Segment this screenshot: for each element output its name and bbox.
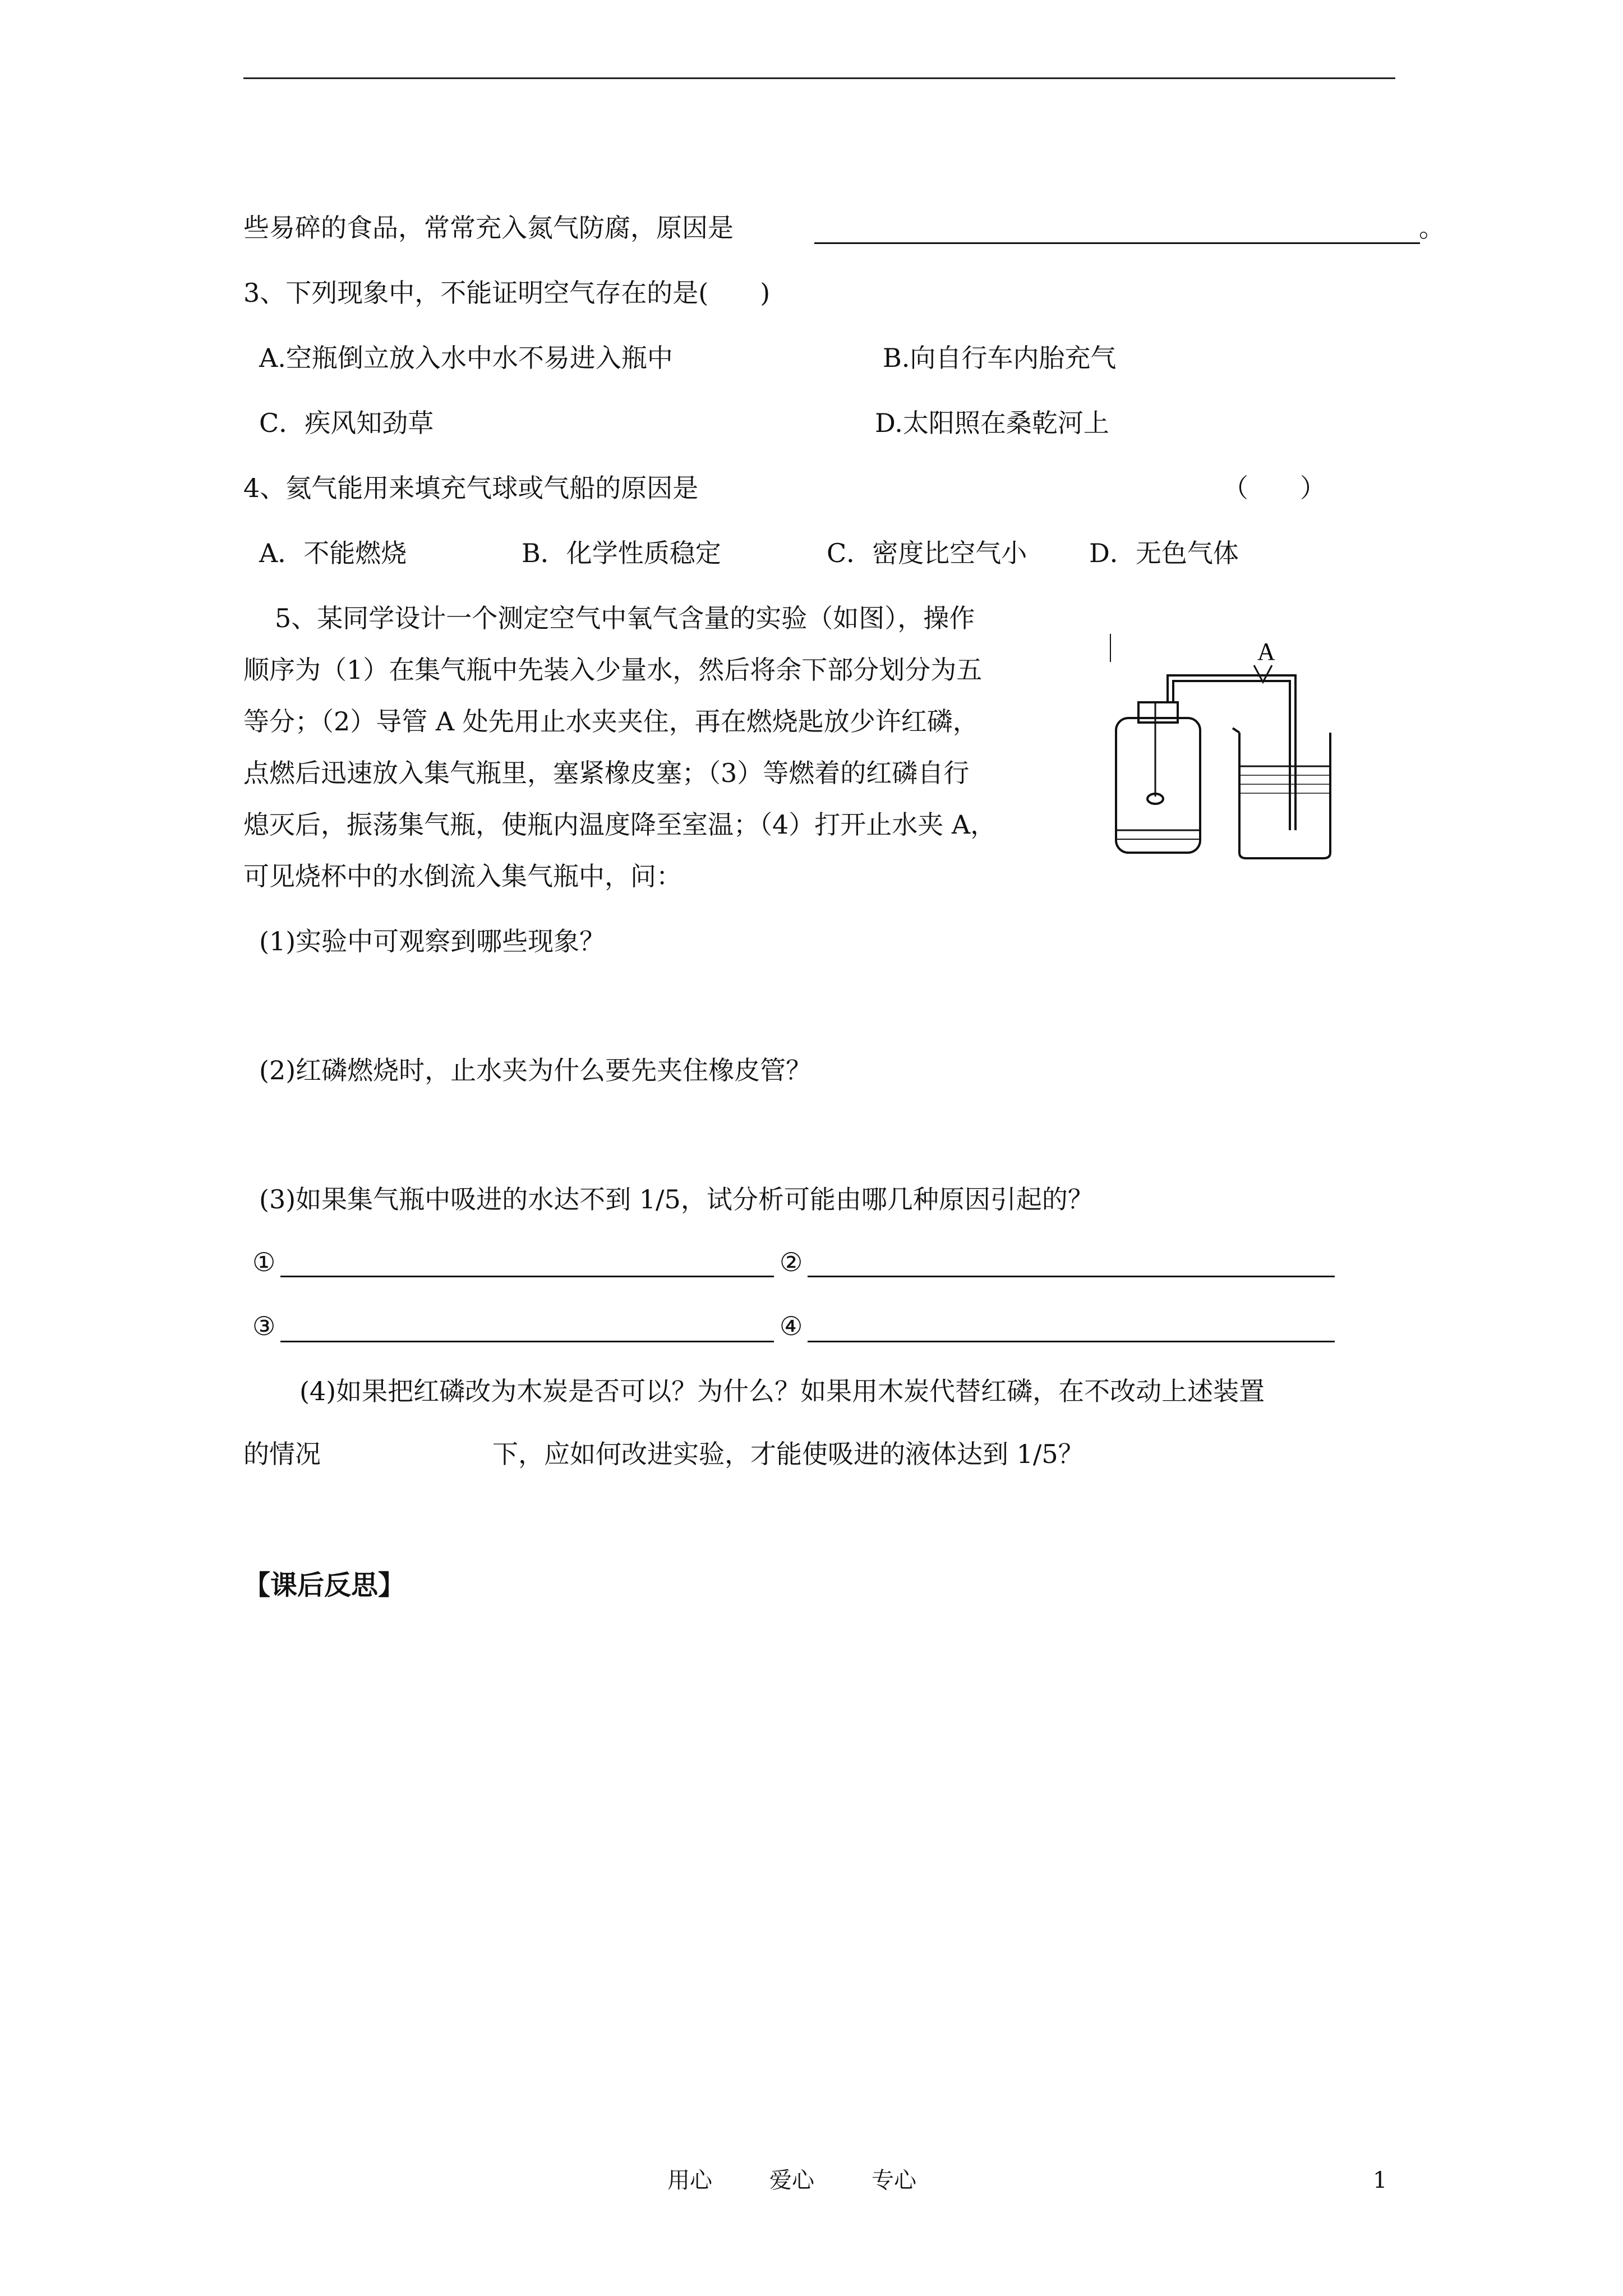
q5-sub3: (3)如果集气瓶中吸进的水达不到 1/5，试分析可能由哪几种原因引起的？ (259, 1184, 1094, 1214)
q5-sub1: (1)实验中可观察到哪些现象？ (259, 926, 606, 956)
answer-blank-2[interactable] (808, 1276, 1335, 1277)
q5-line-2: 顺序为（1）在集气瓶中先装入少量水，然后将余下部分划分为五 (243, 655, 983, 685)
q5-line-3: 等分；（2）导管 A 处先用止水夹夹住，再在燃烧匙放少许红磷， (243, 706, 979, 737)
q5-sub4-line2b: 下，应如何改进实验，才能使吸进的液体达到 1/5？ (492, 1439, 1084, 1469)
q4-stem: 4、氦气能用来填充气球或气船的原因是 (243, 473, 699, 503)
clamp-label-a: A (1257, 638, 1275, 665)
q2-answer-blank[interactable] (814, 242, 1420, 244)
answer-blank-1[interactable] (280, 1276, 774, 1277)
q4-option-b: B．化学性质稳定 (522, 538, 721, 568)
q4-option-a: A．不能燃烧 (259, 538, 407, 568)
answer-blank-3[interactable] (280, 1341, 774, 1342)
reflection-heading: 【课后反思】 (243, 1570, 405, 1601)
page-number: 1 (1373, 2168, 1387, 2193)
q5-line-4: 点燃后迅速放入集气瓶里，塞紧橡皮塞；（3）等燃着的红磷自行 (243, 758, 970, 788)
header-rule (243, 77, 1395, 79)
q4-option-d: D．无色气体 (1089, 538, 1239, 568)
stop-clamp-a (1254, 665, 1272, 682)
answer-mark-4: ④ (780, 1311, 803, 1341)
q5-sub4-line1: (4)如果把红磷改为木炭是否可以？为什么？如果用木炭代替红磷，在不改动上述装置 (299, 1376, 1265, 1406)
rubber-stopper (1138, 702, 1178, 723)
q5-line-5: 熄灭后，振荡集气瓶，使瓶内温度降至室温；（4）打开止水夹 A， (243, 809, 997, 840)
footer-word-2: 爱心 (769, 2168, 814, 2193)
q3-option-c: C．疾风知劲草 (259, 408, 434, 438)
q5-line-6: 可见烧杯中的水倒流入集气瓶中，问： (243, 861, 682, 891)
q3-option-a: A.空瓶倒立放入水中水不易进入瓶中 (259, 343, 673, 373)
q2-period: 。 (1419, 213, 1445, 243)
q5-sub4-line2a: 的情况 (243, 1439, 321, 1469)
footer-word-1: 用心 (667, 2168, 712, 2193)
answer-mark-2: ② (780, 1247, 803, 1277)
experiment-apparatus-figure (1099, 628, 1391, 875)
gas-collection-jar (1116, 718, 1200, 853)
answer-mark-3: ③ (252, 1311, 276, 1341)
q3-option-d: D.太阳照在桑乾河上 (875, 408, 1109, 438)
q5-line-1: 5、某同学设计一个测定空气中氧气含量的实验（如图），操作 (275, 603, 975, 633)
glass-tube-left (1168, 675, 1262, 702)
q3-stem: 3、下列现象中，不能证明空气存在的是( ) (243, 278, 771, 308)
q2-continuation-text: 些易碎的食品，常常充入氮气防腐，原因是 (243, 213, 734, 243)
q5-sub2: (2)红磷燃烧时，止水夹为什么要先夹住橡皮管？ (259, 1055, 812, 1085)
q4-option-c: C．密度比空气小 (827, 538, 1027, 568)
answer-mark-1: ① (252, 1247, 276, 1277)
beaker (1239, 733, 1330, 858)
q4-answer-paren: （ ） (1223, 473, 1326, 503)
q3-option-b: B.向自行车内胎充气 (883, 343, 1117, 373)
answer-blank-4[interactable] (808, 1341, 1335, 1342)
footer-word-3: 专心 (872, 2168, 916, 2193)
